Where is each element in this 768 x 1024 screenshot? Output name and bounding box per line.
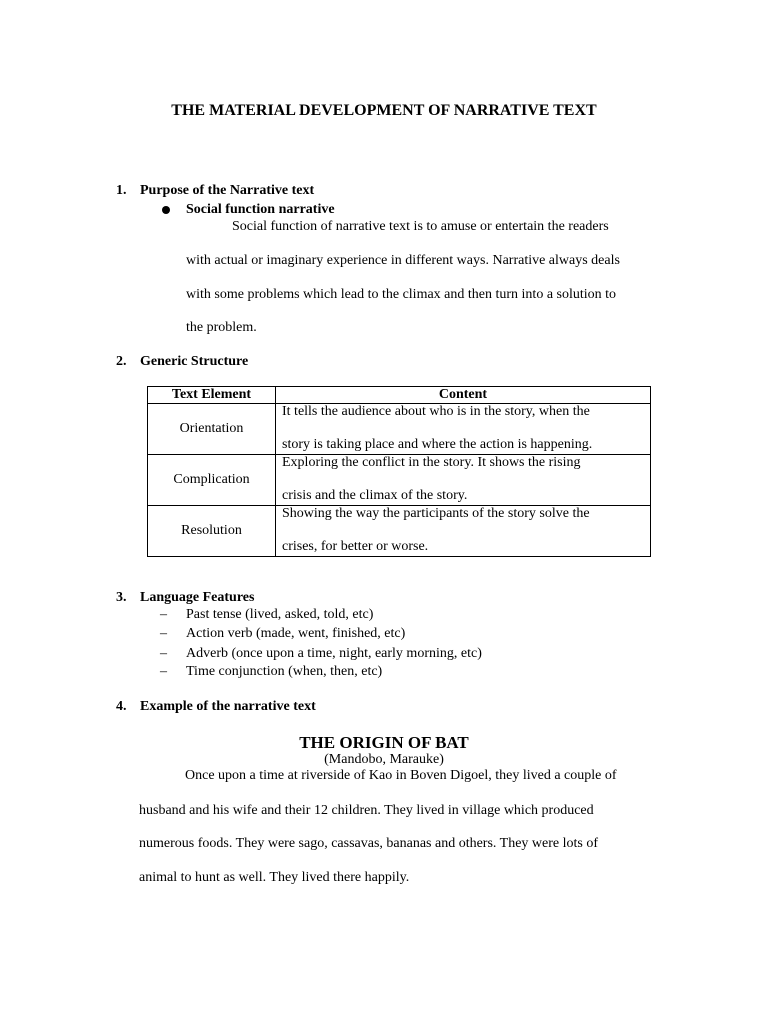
table-header-content: Content bbox=[276, 387, 651, 404]
section-1-para-line-1: Social function of narrative text is to amuse or entertain the readers bbox=[232, 219, 609, 234]
table-header-row bbox=[148, 387, 651, 404]
section-4-heading bbox=[116, 699, 316, 715]
section-1-para-line-3: with some problems which lead to the climax and then turn into a solution to bbox=[186, 287, 617, 302]
section-1-bullet bbox=[162, 202, 335, 218]
table-cell-element: Resolution bbox=[148, 506, 276, 557]
list-item-text: Action verb (made, went, finished, etc) bbox=[186, 626, 406, 641]
content-line: It tells the audience about who is in the story, when the bbox=[282, 404, 590, 419]
table-cell-content bbox=[276, 455, 651, 506]
story-line-1: Once upon a time at riverside of Kao in Boven Digoel, they lived a couple of bbox=[185, 768, 617, 783]
section-1-heading bbox=[116, 183, 314, 199]
section-4-title: Example of the narrative text bbox=[140, 699, 316, 714]
table-row bbox=[148, 506, 651, 557]
section-3-number: 3. bbox=[116, 590, 127, 605]
dash-marker: – bbox=[160, 607, 167, 622]
section-1-para-line-2: with actual or imaginary experience in different ways. Narrative always deals bbox=[186, 253, 620, 268]
content-line: crisis and the climax of the story. bbox=[282, 488, 468, 503]
table-cell-element: Complication bbox=[148, 455, 276, 506]
section-1-title: Purpose of the Narrative text bbox=[140, 183, 315, 198]
story-line-2: husband and his wife and their 12 children. They lived in village which produced bbox=[139, 803, 594, 818]
section-2-heading bbox=[116, 354, 248, 370]
table-header-element: Text Element bbox=[148, 387, 276, 404]
section-3-title: Language Features bbox=[140, 590, 255, 605]
section-1-bullet-label: Social function narrative bbox=[186, 202, 335, 217]
section-3-heading bbox=[116, 590, 254, 606]
section-2-title: Generic Structure bbox=[140, 354, 249, 369]
story-line-4: animal to hunt as well. They lived there happily. bbox=[139, 870, 410, 885]
document-title: THE MATERIAL DEVELOPMENT OF NARRATIVE TEXT bbox=[171, 102, 597, 119]
content-line: Showing the way the participants of the story solve the bbox=[282, 506, 590, 521]
dash-marker: – bbox=[160, 626, 167, 641]
list-item bbox=[160, 646, 482, 662]
list-item-text: Past tense (lived, asked, told, etc) bbox=[186, 607, 374, 622]
list-item bbox=[160, 626, 405, 642]
table-cell-content bbox=[276, 404, 651, 455]
section-1-para-line-4: the problem. bbox=[186, 320, 257, 335]
section-2-number: 2. bbox=[116, 354, 127, 369]
content-line: story is taking place and where the action is happening. bbox=[282, 437, 593, 452]
content-line: Exploring the conflict in the story. It shows the rising bbox=[282, 455, 581, 470]
list-item-text: Time conjunction (when, then, etc) bbox=[186, 664, 383, 679]
generic-structure-table bbox=[147, 386, 651, 557]
section-4-number: 4. bbox=[116, 699, 127, 714]
dash-marker: – bbox=[160, 646, 167, 661]
story-title: THE ORIGIN OF BAT bbox=[299, 733, 469, 752]
bullet-icon bbox=[162, 206, 170, 214]
list-item-text: Adverb (once upon a time, night, early morning, etc) bbox=[186, 646, 482, 661]
list-item bbox=[160, 664, 382, 680]
list-item bbox=[160, 607, 373, 623]
table-cell-element: Orientation bbox=[148, 404, 276, 455]
section-1-number: 1. bbox=[116, 183, 127, 198]
table-row bbox=[148, 455, 651, 506]
story-subtitle: (Mandobo, Marauke) bbox=[324, 752, 444, 767]
content-line: crises, for better or worse. bbox=[282, 539, 429, 554]
dash-marker: – bbox=[160, 664, 167, 679]
story-line-3: numerous foods. They were sago, cassavas, bananas and others. They were lots of bbox=[139, 836, 599, 851]
table-cell-content bbox=[276, 506, 651, 557]
table-row bbox=[148, 404, 651, 455]
